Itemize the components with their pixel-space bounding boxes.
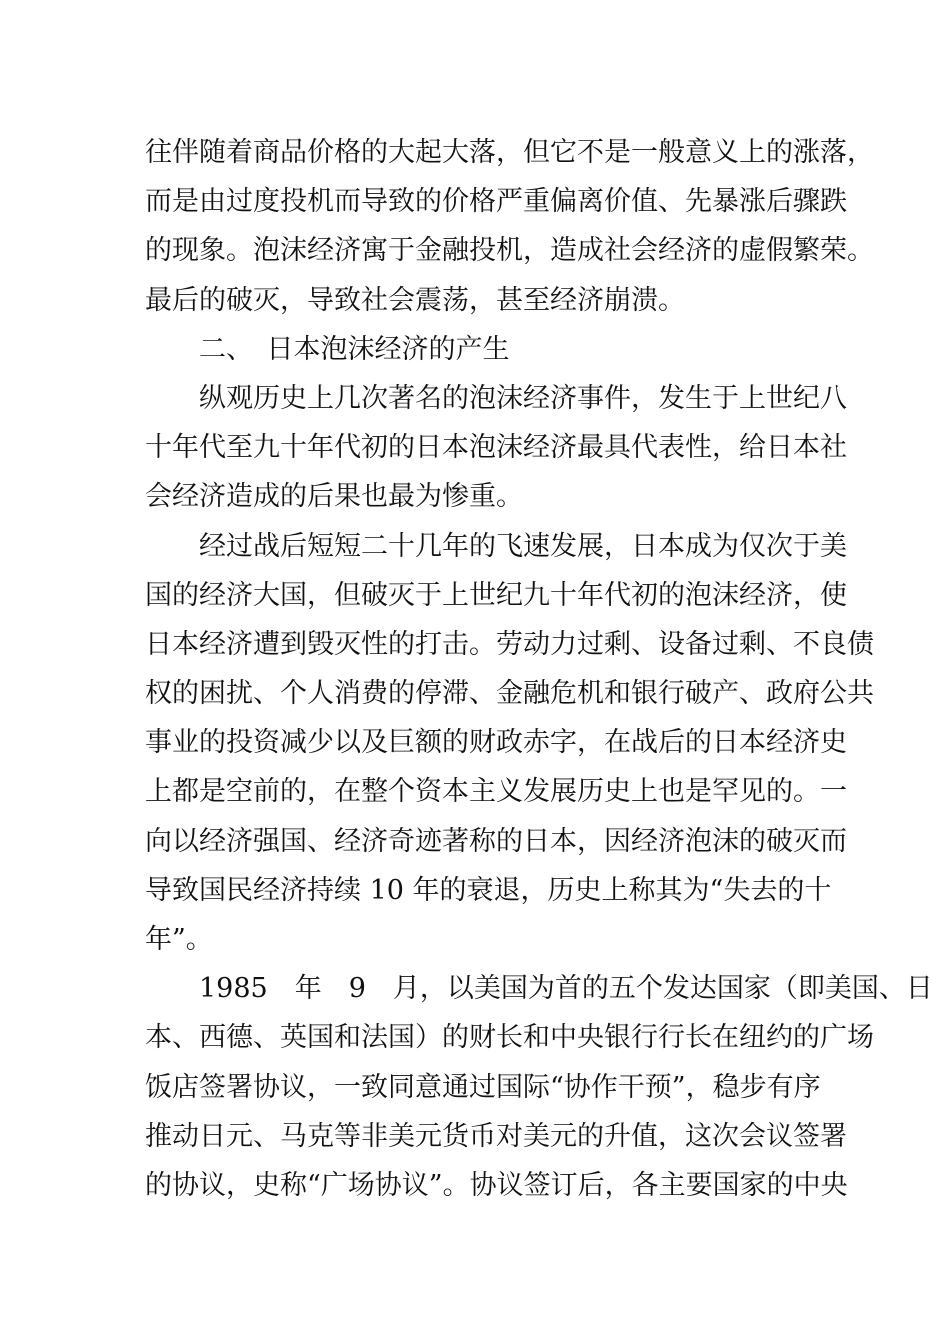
- text-line: 上都是空前的，在整个资本主义发展历史上也是罕见的。一: [145, 776, 847, 808]
- text-line: 权的困扰、个人消费的停滞、金融危机和银行破产、政府公共: [145, 678, 874, 710]
- text-line: 而是由过度投机而导致的价格严重偏离价值、先暴涨后骤跌: [145, 186, 847, 218]
- text-line: 1985 年 9 月，以美国为首的五个发达国家（即美国、日: [199, 973, 933, 1005]
- text-line: 导致国民经济持续 10 年的衰退，历史上称其为“失去的十: [145, 874, 832, 906]
- text-line: 经过战后短短二十几年的飞速发展，日本成为仅次于美: [199, 530, 847, 562]
- text-line: 本、西德、英国和法国）的财长和中央银行行长在纽约的广场: [145, 1022, 874, 1054]
- section-heading: 二、 日本泡沫经济的产生: [199, 333, 510, 365]
- text-line: 往伴随着商品价格的大起大落，但它不是一般意义上的涨落，: [145, 137, 874, 168]
- text-line: 推动日元、马克等非美元货币对美元的升值，这次会议签署: [145, 1120, 847, 1152]
- text-line: 十年代至九十年代初的日本泡沫经济最具代表性，给日本社: [145, 432, 847, 464]
- text-line: 日本经济遭到毁灭性的打击。劳动力过剩、设备过剩、不良债: [145, 628, 874, 660]
- text-line: 年”。: [145, 924, 213, 955]
- body-text: [145, 128, 933, 1210]
- text-line: 的现象。泡沫经济寓于金融投机，造成社会经济的虚假繁荣。: [145, 235, 874, 267]
- text-line: 国的经济大国，但破灭于上世纪九十年代初的泡沫经济，使: [145, 579, 847, 611]
- text-line: 纵观历史上几次著名的泡沫经济事件，发生于上世纪八: [199, 382, 847, 414]
- text-line: 会经济造成的后果也最为惨重。: [145, 481, 523, 513]
- text-line: 最后的破灭，导致社会震荡，甚至经济崩溃。: [145, 284, 685, 316]
- text-line: 向以经济强国、经济奇迹著称的日本，因经济泡沫的破灭而: [145, 825, 847, 857]
- text-line: 饭店签署协议，一致同意通过国际“协作干预”，稳步有序: [145, 1071, 821, 1103]
- text-line: 的协议，史称“广场协议”。协议签订后，各主要国家的中央: [145, 1169, 848, 1201]
- text-line: 事业的投资减少以及巨额的财政赤字，在战后的日本经济史: [145, 727, 847, 759]
